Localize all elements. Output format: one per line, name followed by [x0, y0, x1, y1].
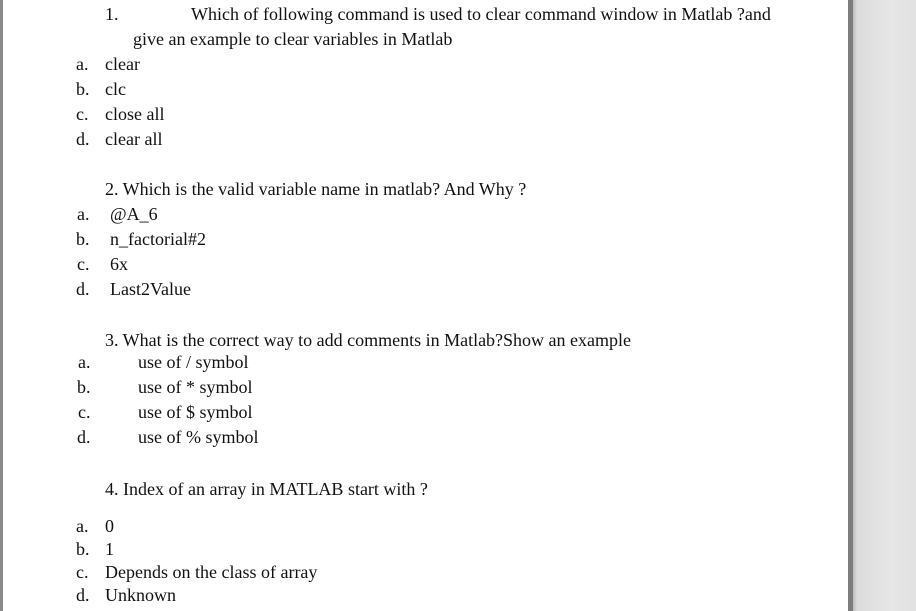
question-2-option-a-text: @A_6	[110, 204, 158, 224]
question-1-option-c-text: close all	[105, 104, 165, 124]
question-4-option-a-text: 0	[105, 516, 114, 536]
question-3-option-b-text: use of * symbol	[138, 377, 253, 397]
question-4-option-b-letter: b.	[76, 539, 90, 559]
question-1-option-b-text: clc	[105, 79, 126, 99]
question-1-option-c-letter: c.	[76, 104, 89, 124]
question-1-option-a-text: clear	[105, 54, 140, 74]
question-4-text: 4. Index of an array in MATLAB start with ?	[105, 479, 428, 499]
question-1-text-line1: Which of following command is used to clear command window in Matlab ?and	[191, 4, 771, 24]
question-1-option-d-text: clear all	[105, 129, 163, 149]
quiz-document	[3, 0, 848, 611]
question-2-option-c-text: 6x	[110, 254, 128, 274]
question-4-option-b-text: 1	[105, 539, 114, 559]
question-1-text-line2: give an example to clear variables in Matlab	[133, 29, 453, 49]
question-3-option-d-letter: d.	[77, 427, 91, 447]
question-3-option-a-letter: a.	[78, 352, 91, 372]
question-2-option-d-text: Last2Value	[110, 279, 191, 299]
window-gutter	[853, 0, 916, 611]
question-2-option-b-letter: b.	[76, 229, 90, 249]
question-2-option-c-letter: c.	[77, 254, 90, 274]
question-3-text: 3. What is the correct way to add comments in Matlab?Show an example	[105, 330, 632, 350]
question-3-option-c-letter: c.	[78, 402, 91, 422]
question-1-option-b-letter: b.	[76, 79, 90, 99]
question-3-option-d-text: use of % symbol	[138, 427, 259, 447]
question-2-text: 2. Which is the valid variable name in matlab? And Why ?	[105, 179, 527, 199]
question-1-option-a-letter: a.	[76, 54, 89, 74]
question-1-number: 1.	[105, 4, 119, 24]
question-4-option-c-letter: c.	[76, 562, 89, 582]
question-4-option-d-text: Unknown	[105, 585, 176, 605]
question-4-option-a-letter: a.	[76, 516, 89, 536]
question-3-option-a-text: use of / symbol	[138, 352, 249, 372]
question-2-option-b-text: n_factorial#2	[110, 229, 206, 249]
question-3-option-c-text: use of $ symbol	[138, 402, 253, 422]
question-2-option-a-letter: a.	[77, 204, 90, 224]
question-2-option-d-letter: d.	[76, 279, 90, 299]
question-4-option-c-text: Depends on the class of array	[105, 562, 318, 582]
question-3-option-b-letter: b.	[77, 377, 91, 397]
question-1-option-d-letter: d.	[76, 129, 90, 149]
question-4-option-d-letter: d.	[76, 585, 90, 605]
